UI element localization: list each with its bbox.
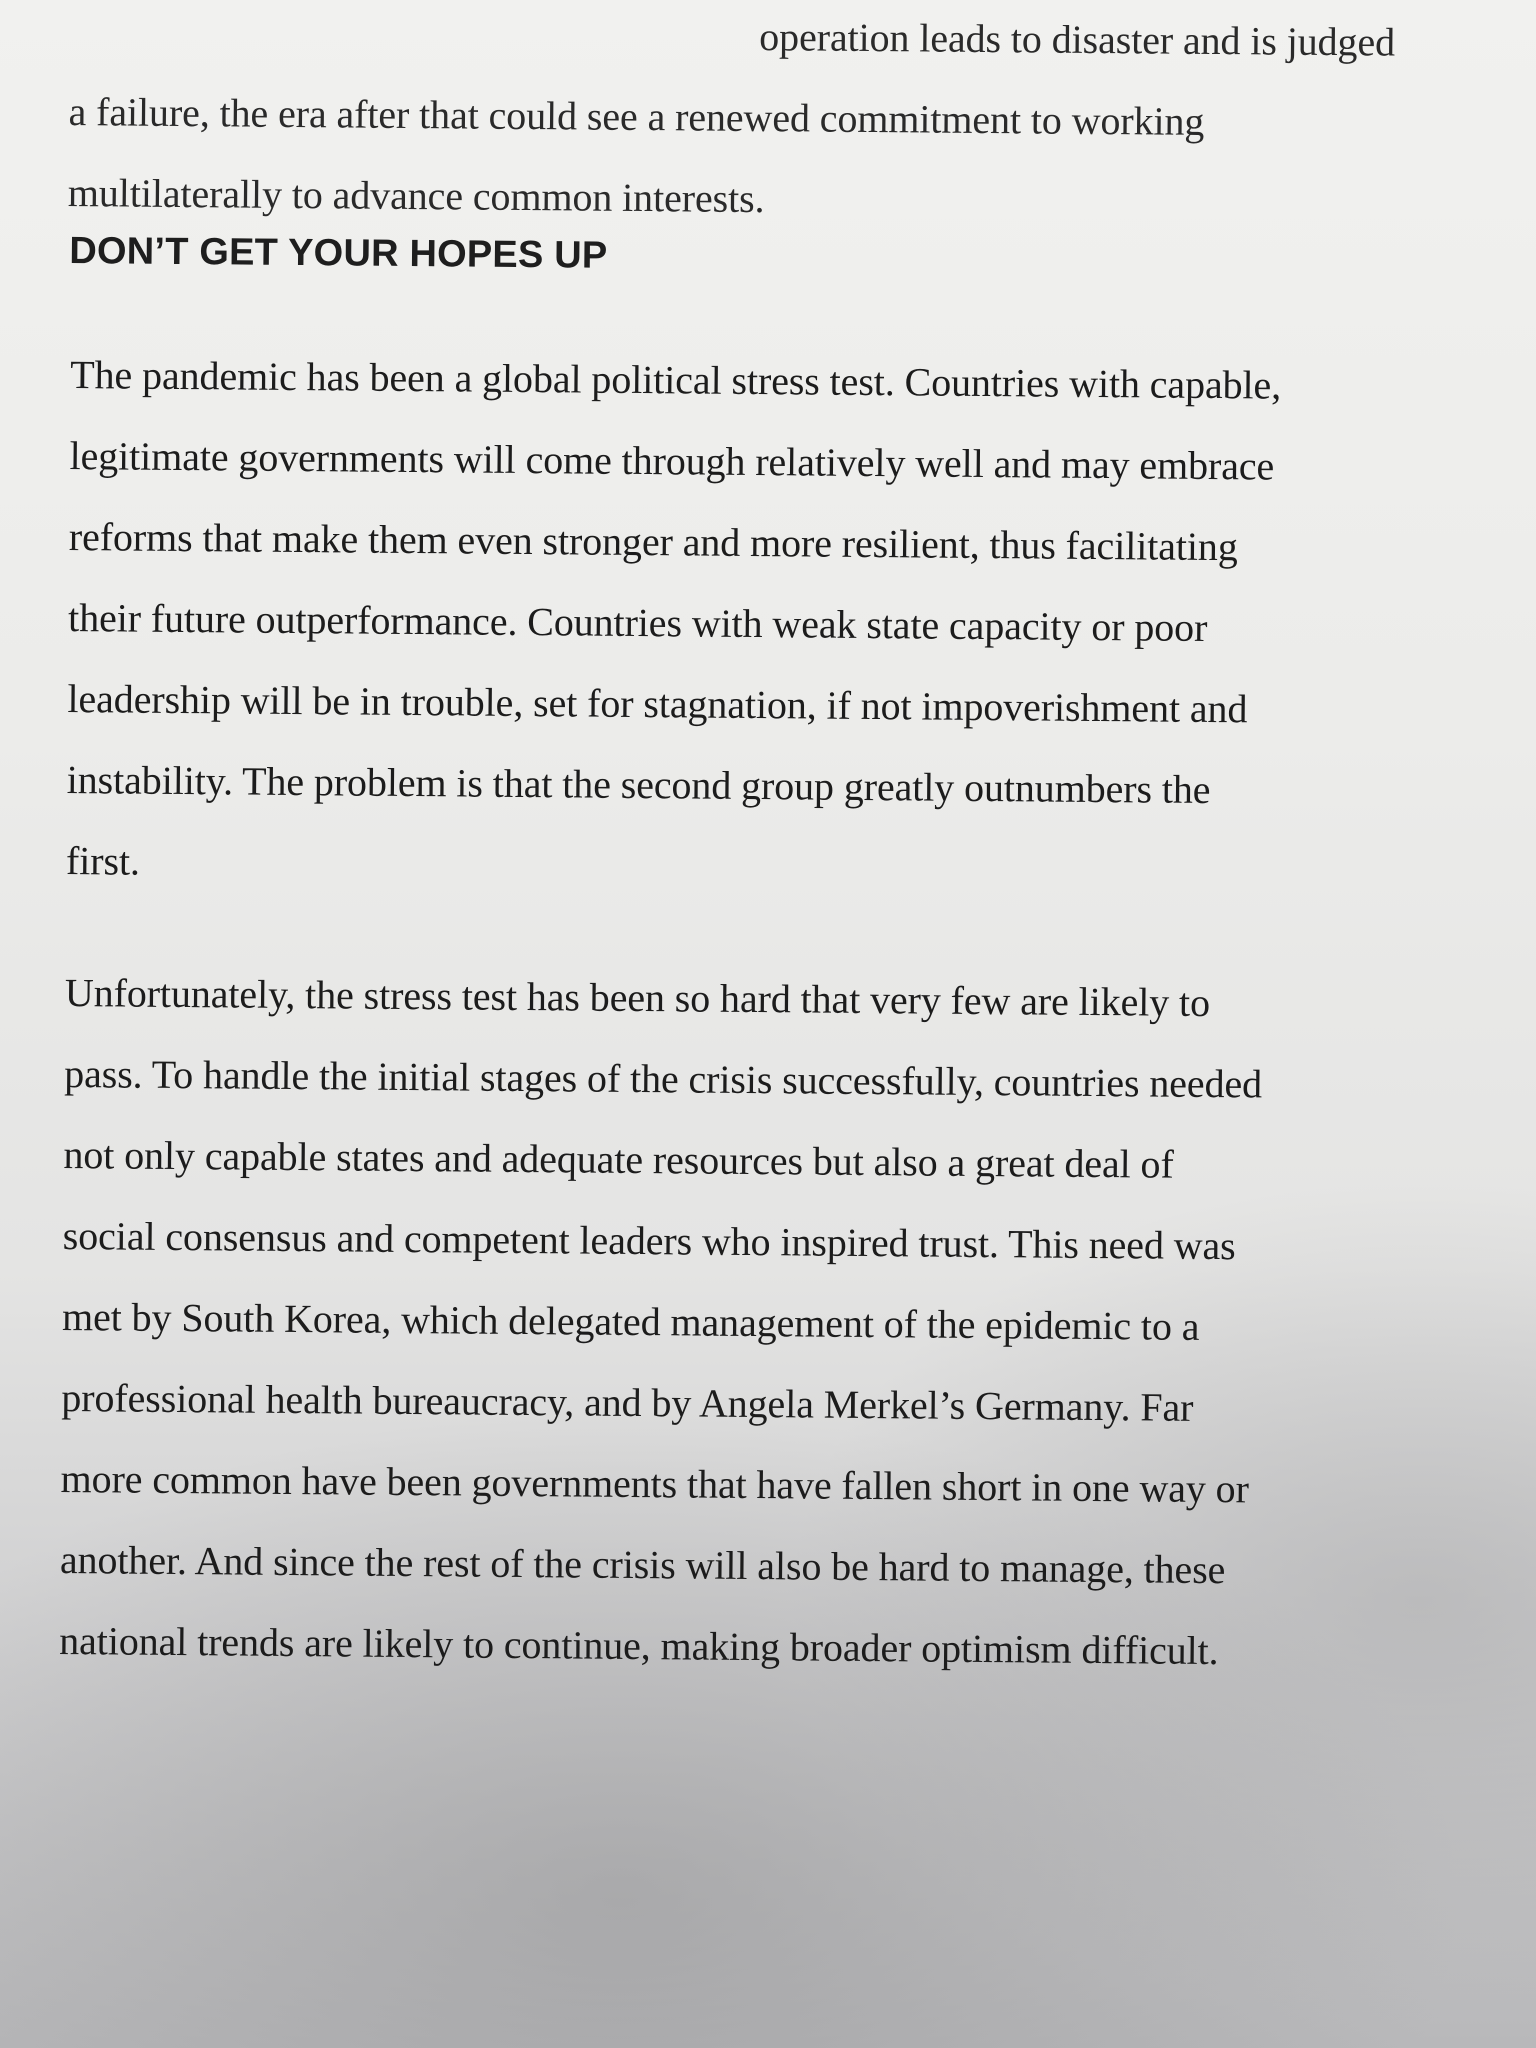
text-line: not only capable states and adequate resources but also a great deal of (63, 1131, 1174, 1187)
text-line: reforms that make them even stronger and more resilient, thus facilitating (68, 514, 1238, 570)
text-line: more common have been governments that have fallen short in one way or (60, 1455, 1250, 1512)
text-line: another. And since the rest of the crisis will also be hard to manage, these (59, 1536, 1226, 1593)
text-line: their future outperformance. Countries with weak state capacity or poor (67, 595, 1208, 650)
text-line: multilaterally to advance common interests. (67, 169, 765, 222)
text-line: operation leads to disaster and is judged (759, 14, 1396, 65)
text-line: social consensus and competent leaders who inspired trust. This need was (62, 1212, 1236, 1269)
text-line: leadership will be in trouble, set for stagnation, if not impoverishment and (67, 676, 1248, 732)
text-line: legitimate governments will come through relatively well and may embrace (69, 433, 1275, 489)
text-line: met by South Korea, which delegated management of the epidemic to a (61, 1293, 1200, 1349)
paragraph-stress-test (66, 334, 1282, 912)
text-line: first. (65, 838, 141, 884)
text-line: national trends are likely to continue, making broader optimism difficult. (59, 1617, 1219, 1674)
paragraph-unfortunately (59, 952, 1263, 1691)
text-line: instability. The problem is that the second group greatly outnumbers the (66, 757, 1211, 812)
intro-paragraph (68, 0, 1396, 245)
text-line: a failure, the era after that could see a renewed commitment to working (68, 88, 1205, 144)
text-line: The pandemic has been a global political stress test. Countries with capable, (70, 352, 1282, 408)
text-line: pass. To handle the initial stages of the crisis successfully, countries needed (63, 1050, 1263, 1107)
text-line: Unfortunately, the stress test has been so hard that very few are likely to (64, 969, 1211, 1025)
text-line: professional health bureaucracy, and by Angela Merkel’s Germany. Far (61, 1374, 1194, 1430)
section-heading: DON’T GET YOUR HOPES UP (69, 230, 608, 277)
